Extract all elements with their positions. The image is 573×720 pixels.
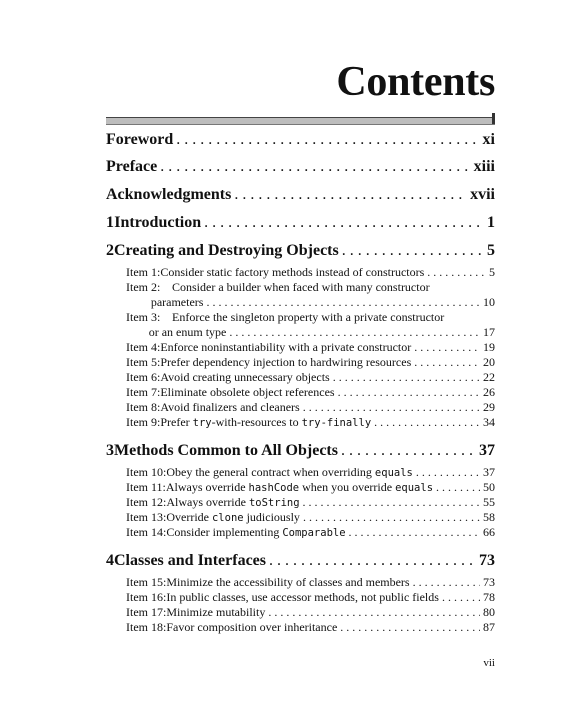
toc-item[interactable]: Item 13: Override clone judiciously . . . 58 xyxy=(126,510,495,525)
toc-item[interactable]: Item 14: Consider implementing Comparable . . . 66 xyxy=(126,525,495,540)
page-number: vii xyxy=(483,657,495,669)
toc-entry-preface[interactable]: Preface . . . xiii xyxy=(106,158,495,176)
toc-chapter-1[interactable]: 1 Introduction . . . 1 xyxy=(106,214,495,232)
toc-entry-foreword[interactable]: Foreword . . . xi xyxy=(106,131,495,149)
toc-item[interactable]: Item 4: Enforce noninstantiability with a private constructor . . . 19 xyxy=(126,340,495,355)
page-title: Contents xyxy=(336,59,495,105)
toc-item[interactable]: Item 15: Minimize the accessibility of classes and members . . . 73 xyxy=(126,575,495,590)
toc-item[interactable]: Item 8: Avoid finalizers and cleaners . . . 29 xyxy=(126,400,495,415)
toc-item[interactable]: Item 10: Obey the general contract when overriding equals . . . 37 xyxy=(126,465,495,480)
toc-entry-acknowledgments[interactable]: Acknowledgments . . . xvii xyxy=(106,186,495,204)
toc-chapter-2[interactable]: 2 Creating and Destroying Objects . . . 5 xyxy=(106,242,495,260)
toc-item[interactable]: Item 17: Minimize mutability . . . 80 xyxy=(126,605,495,620)
toc-item[interactable]: Item 6: Avoid creating unnecessary objects . . . 22 xyxy=(126,370,495,385)
toc-chapter-3[interactable]: 3 Methods Common to All Objects . . . 37 xyxy=(106,442,495,460)
title-rule xyxy=(106,117,495,125)
toc-item[interactable]: Item 18: Favor composition over inheritance . . . 87 xyxy=(126,620,495,635)
toc-item-continuation[interactable]: or an enum type . . . 17 xyxy=(126,325,495,340)
toc-item[interactable]: Item 5: Prefer dependency injection to hardwiring resources . . . 20 xyxy=(126,355,495,370)
title-rule-end xyxy=(492,113,495,124)
toc-item-continuation[interactable]: parameters . . . 10 xyxy=(126,295,495,310)
toc-item[interactable]: Item 1: Consider static factory methods instead of constructors . . . 5 xyxy=(126,265,495,280)
toc-item[interactable]: Item 3: Enforce the singleton property with a private constructor xyxy=(126,310,445,324)
toc-item[interactable]: Item 12: Always override toString . . . 55 xyxy=(126,495,495,510)
toc-chapter-4[interactable]: 4 Classes and Interfaces . . . 73 xyxy=(106,552,495,570)
toc-item[interactable]: Item 2: Consider a builder when faced with many constructor xyxy=(126,280,430,294)
toc-item[interactable]: Item 7: Eliminate obsolete object references . . . 26 xyxy=(126,385,495,400)
toc-item[interactable]: Item 9: Prefer try-with-resources to try-finally . . . 34 xyxy=(126,415,495,430)
toc-item[interactable]: Item 11: Always override hashCode when you override equals . . . 50 xyxy=(126,480,495,495)
toc-item[interactable]: Item 16: In public classes, use accessor methods, not public fields . . . 78 xyxy=(126,590,495,605)
